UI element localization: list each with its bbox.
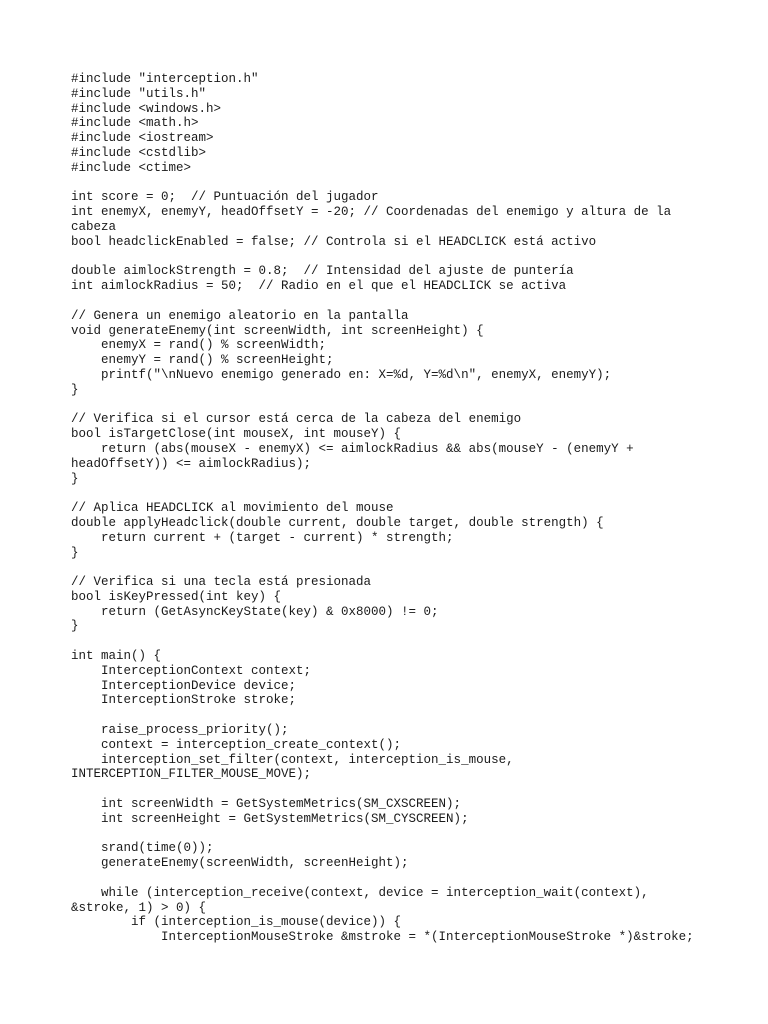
code-line: interception_set_filter(context, interception_is_mouse, [71, 752, 514, 767]
code-line [71, 634, 731, 649]
code-line: InterceptionDevice device; [71, 678, 297, 693]
code-line: #include <iostream> [71, 131, 214, 146]
code-line [71, 782, 731, 797]
code-line [71, 827, 731, 842]
code-line: enemyX = rand() % screenWidth; [71, 338, 327, 353]
code-line: return (abs(mouseX - enemyX) <= aimlockRadius && abs(mouseY - (enemyY + [71, 441, 634, 456]
code-line: // Genera un enemigo aleatorio en la pantalla [71, 308, 409, 323]
code-line: printf("\nNuevo enemigo generado en: X=%d, Y=%d\n", enemyX, enemyY); [71, 367, 612, 382]
code-line [71, 294, 731, 309]
code-line: double aimlockStrength = 0.8; // Intensidad del ajuste de puntería [71, 264, 574, 279]
code-line: #include "interception.h" [71, 72, 259, 86]
code-line: &stroke, 1) > 0) { [71, 900, 207, 915]
code-line: InterceptionMouseStroke &mstroke = *(InterceptionMouseStroke *)&stroke; [71, 930, 694, 945]
code-line: #include <windows.h> [71, 101, 222, 116]
code-line: // Verifica si el cursor está cerca de la cabeza del enemigo [71, 412, 522, 427]
code-line: return current + (target - current) * strength; [71, 530, 454, 545]
code-line: double applyHeadclick(double current, double target, double strength) { [71, 515, 604, 530]
code-line: enemyY = rand() % screenHeight; [71, 353, 334, 368]
code-block [71, 72, 731, 945]
code-line: } [71, 619, 79, 634]
code-line: int main() { [71, 649, 162, 664]
code-line: raise_process_priority(); [71, 723, 289, 738]
code-line: srand(time(0)); [71, 841, 214, 856]
code-line: bool headclickEnabled = false; // Controla si el HEADCLICK está activo [71, 234, 597, 249]
code-line: #include "utils.h" [71, 86, 207, 101]
code-line: #include <math.h> [71, 116, 199, 131]
code-line: InterceptionContext context; [71, 663, 312, 678]
code-line: INTERCEPTION_FILTER_MOUSE_MOVE); [71, 767, 312, 782]
code-line: InterceptionStroke stroke; [71, 693, 297, 708]
code-line: bool isKeyPressed(int key) { [71, 589, 282, 604]
code-line [71, 560, 731, 575]
code-line: int screenHeight = GetSystemMetrics(SM_CYSCREEN); [71, 811, 469, 826]
code-line: // Aplica HEADCLICK al movimiento del mouse [71, 501, 394, 516]
code-line: bool isTargetClose(int mouseX, int mouseY) { [71, 427, 402, 442]
code-line: cabeza [71, 219, 117, 234]
code-line [71, 176, 731, 191]
code-line [71, 871, 731, 886]
code-line: #include <cstdlib> [71, 145, 207, 160]
code-line: if (interception_is_mouse(device)) { [71, 915, 402, 930]
code-line: context = interception_create_context(); [71, 737, 402, 752]
code-line [71, 250, 731, 265]
code-line: while (interception_receive(context, device = interception_wait(context), [71, 885, 649, 900]
code-line: void generateEnemy(int screenWidth, int screenHeight) { [71, 323, 484, 338]
code-line: } [71, 545, 79, 560]
code-line: int score = 0; // Puntuación del jugador [71, 190, 379, 205]
code-line: generateEnemy(screenWidth, screenHeight); [71, 856, 409, 871]
code-line [71, 398, 731, 413]
code-line: #include <ctime> [71, 160, 192, 175]
code-line: headOffsetY)) <= aimlockRadius); [71, 456, 312, 471]
code-line [71, 486, 731, 501]
code-line [71, 708, 731, 723]
code-line: // Verifica si una tecla está presionada [71, 575, 372, 590]
code-line: int enemyX, enemyY, headOffsetY = -20; // Coordenadas del enemigo y altura de la [71, 205, 672, 220]
code-line: return (GetAsyncKeyState(key) & 0x8000) != 0; [71, 604, 439, 619]
code-line: int screenWidth = GetSystemMetrics(SM_CXSCREEN); [71, 797, 462, 812]
code-line: } [71, 471, 79, 486]
code-line: } [71, 382, 79, 397]
code-line: int aimlockRadius = 50; // Radio en el que el HEADCLICK se activa [71, 279, 567, 294]
